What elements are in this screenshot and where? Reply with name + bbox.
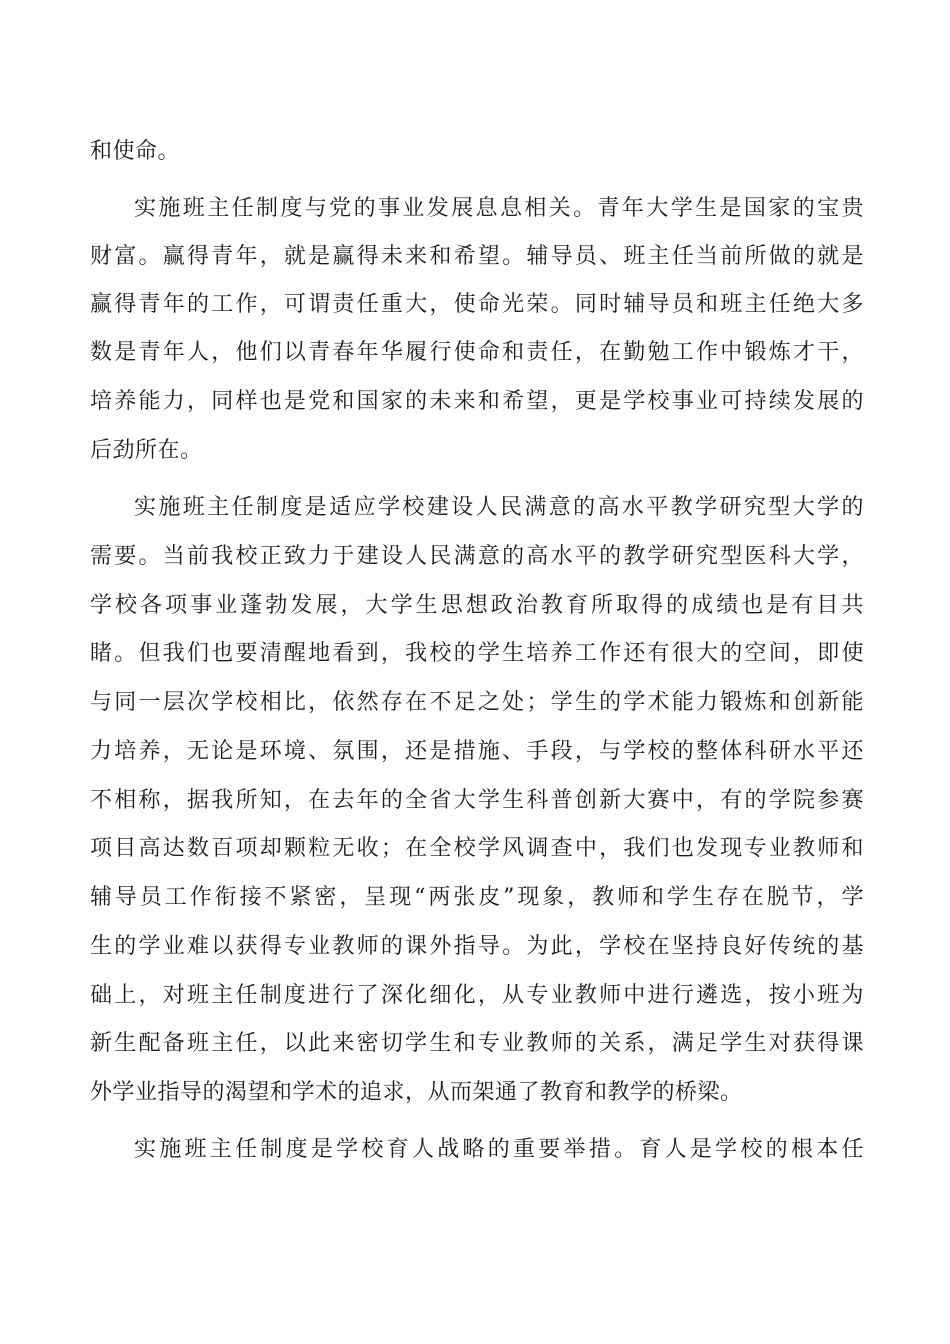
text-line: 新生配备班主任，以此来密切学生和专业教师的关系，满足学生对获得课 [90, 1031, 864, 1056]
paragraph-first-line: 实施班主任制度是学校育人战略的重要举措。育人是学校的根本任 [134, 1137, 864, 1162]
text-line: 赢得青年的工作，可谓责任重大，使命光荣。同时辅导员和班主任绝大多 [90, 292, 864, 317]
text-line: 数是青年人，他们以青春年华履行使命和责任，在勤勉工作中锻炼才干， [90, 340, 864, 365]
text-line: 生的学业难以获得专业教师的课外指导。为此，学校在坚持良好传统的基 [90, 934, 864, 959]
text-line: 后劲所在。 [90, 438, 203, 463]
text-line: 础上，对班主任制度进行了深化细化，从专业教师中进行遴选，按小班为 [90, 983, 864, 1008]
paragraph-first-line: 实施班主任制度是适应学校建设人民满意的高水平教学研究型大学的 [134, 495, 864, 520]
text-line: 财富。赢得青年，就是赢得未来和希望。辅导员、班主任当前所做的就是 [90, 244, 864, 269]
text-line: 培养能力，同样也是党和国家的未来和希望，更是学校事业可持续发展的 [90, 389, 864, 414]
text-line: 与同一层次学校相比，依然存在不足之处；学生的学术能力锻炼和创新能 [90, 690, 864, 715]
text-line: 外学业指导的渴望和学术的追求，从而架通了教育和教学的桥梁。 [90, 1080, 743, 1105]
text-line: 和使命。 [90, 139, 181, 164]
text-line: 力培养，无论是环境、氛围，还是措施、手段，与学校的整体科研水平还 [90, 739, 864, 764]
text-line: 项目高达数百项却颗粒无收；在全校学风调查中，我们也发现专业教师和 [90, 836, 864, 861]
text-line: 睹。但我们也要清醒地看到，我校的学生培养工作还有很大的空间，即使 [90, 641, 864, 666]
paragraph-first-line: 实施班主任制度与党的事业发展息息相关。青年大学生是国家的宝贵 [134, 196, 864, 221]
text-line: 辅导员工作衔接不紧密，呈现“两张皮”现象，教师和学生存在脱节，学 [90, 885, 864, 910]
text-line: 学校各项事业蓬勃发展，大学生思想政治教育所取得的成绩也是有目共 [90, 593, 864, 618]
text-line: 不相称，据我所知，在去年的全省大学生科普创新大赛中，有的学院参赛 [90, 788, 864, 813]
text-line: 需要。当前我校正致力于建设人民满意的高水平的教学研究型医科大学， [90, 544, 864, 569]
